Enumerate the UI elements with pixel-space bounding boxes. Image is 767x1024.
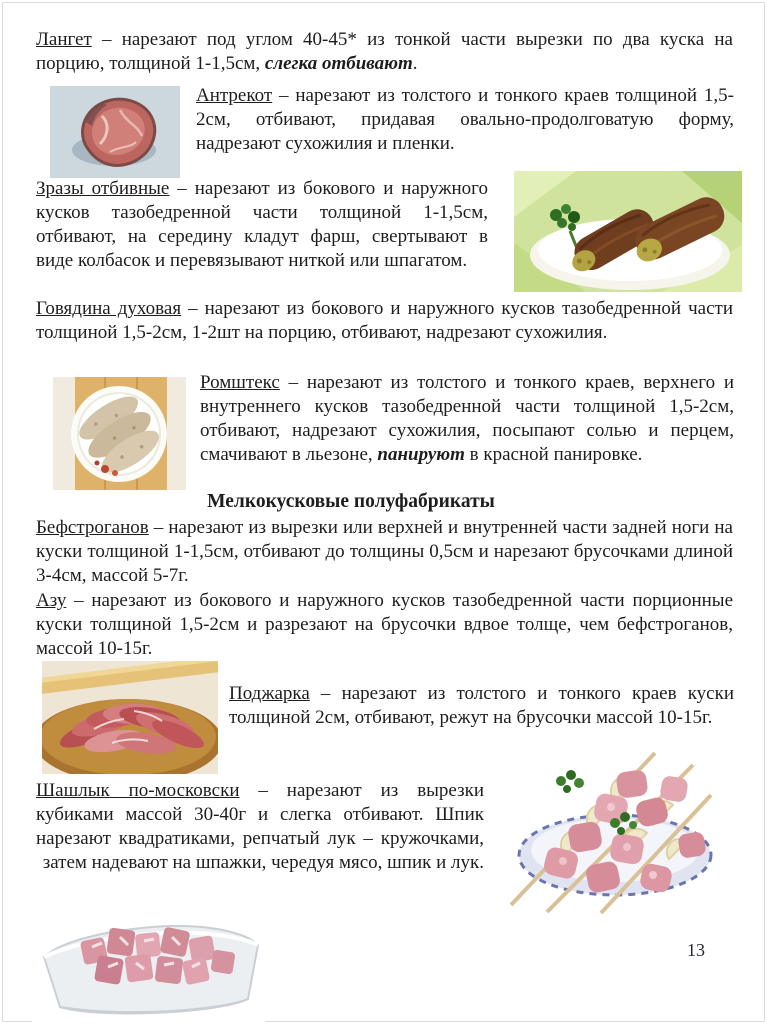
- zrazy-meat-rolls-photo: [514, 171, 742, 292]
- shashlyk-body: – нарезают из вырезки кубиками массой 30-40г и слегка отбивают. Шпик нарезают квадратиками, репчатый лук – кружочками, затем надевают на шпажки, чередуя мясо, шпик и лук.: [36, 780, 485, 873]
- page-number: 13: [687, 940, 705, 960]
- paragraph-antrekot: [196, 84, 734, 156]
- term-langet: Лангет: [36, 29, 92, 50]
- romshteks-emphasis: панируют: [377, 444, 465, 465]
- term-podzharka: Поджарка: [229, 683, 310, 704]
- paragraph-azu: [36, 589, 733, 661]
- paragraph-zrazy: [36, 177, 488, 273]
- podzharka-body: – нарезают из толстого и тонкого краев куски толщиной 2см, отбивают, режут на брусочки массой 10-15г.: [229, 683, 734, 728]
- paragraph-befstroganov: [36, 516, 733, 588]
- govyadina-body: – нарезают из бокового и наружного кусков тазобедренной части толщиной 1,5-2см, 1-2шт на порцию, отбивают, надрезают сухожилия.: [36, 298, 733, 343]
- paragraph-govyadina: [36, 297, 733, 345]
- breaded-romshteks-photo: [53, 377, 186, 490]
- paragraph-langet: [36, 28, 733, 76]
- antrekot-body: – нарезают из толстого и тонкого краев толщиной 1,5-2см, отбивают, придавая овально-продолговатую форму, надрезают сухожилия и пленки.: [196, 85, 734, 154]
- langet-tail: .: [412, 53, 418, 74]
- term-romshteks: Ромштекс: [200, 372, 280, 393]
- term-zrazy: Зразы отбивные: [36, 178, 170, 199]
- azu-body: – нарезают из бокового и наружного кусков тазобедренной части порционные куски толщиной 1,5-2см и разрезают на брусочки вдвое толще, чем бефстроганов, массой 10-15г.: [36, 590, 733, 659]
- paragraph-shashlyk: [36, 779, 484, 875]
- term-befstroganov: Бефстроганов: [36, 517, 149, 538]
- zrazy-body: – нарезают из бокового и наружного кусков тазобедренной части толщиной 1-1,5см, отбивают, на середину кладут фарш, свертывают в виде колбасок и перевязывают ниткой или шпагатом.: [36, 178, 488, 271]
- raw-meat-strips-photo: [42, 661, 218, 774]
- langet-emphasis: слегка отбивают: [264, 53, 413, 74]
- term-antrekot: Антрекот: [196, 85, 273, 106]
- term-govyadina: Говядина духовая: [36, 298, 182, 319]
- paragraph-romshteks: [200, 371, 734, 467]
- meat-cubes-in-container-photo: [32, 911, 265, 1024]
- romshteks-tail: в красной панировке.: [464, 444, 643, 465]
- romshteks-body: – нарезают из толстого и тонкого краев, верхнего и внутреннего кусков тазобедренной части толщиной 1,5-2см, отбивают, надрезают сухожилия, посыпают солью и перцем, смачивают в льезоне,: [200, 372, 734, 465]
- shashlik-skewers-photo: [503, 737, 717, 914]
- befstroganov-body: – нарезают из вырезки или верхней и внутренней части задней ноги на куски толщиной 1-1,5см, отбивают до толщины 0,5см и нарезают брусочками длиной 3-4см, массой 5-7г.: [36, 517, 733, 586]
- term-shashlyk: Шашлык по-московски: [36, 780, 240, 801]
- term-azu: Азу: [36, 590, 67, 611]
- section-heading: Мелкокусковые полуфабрикаты: [207, 491, 495, 512]
- langet-raw-beef-photo: [50, 86, 180, 178]
- langet-body: – нарезают под углом 40-45* из тонкой части вырезки по два куска на порцию, толщиной 1-1,5см,: [36, 29, 733, 74]
- paragraph-podzharka: [229, 682, 734, 730]
